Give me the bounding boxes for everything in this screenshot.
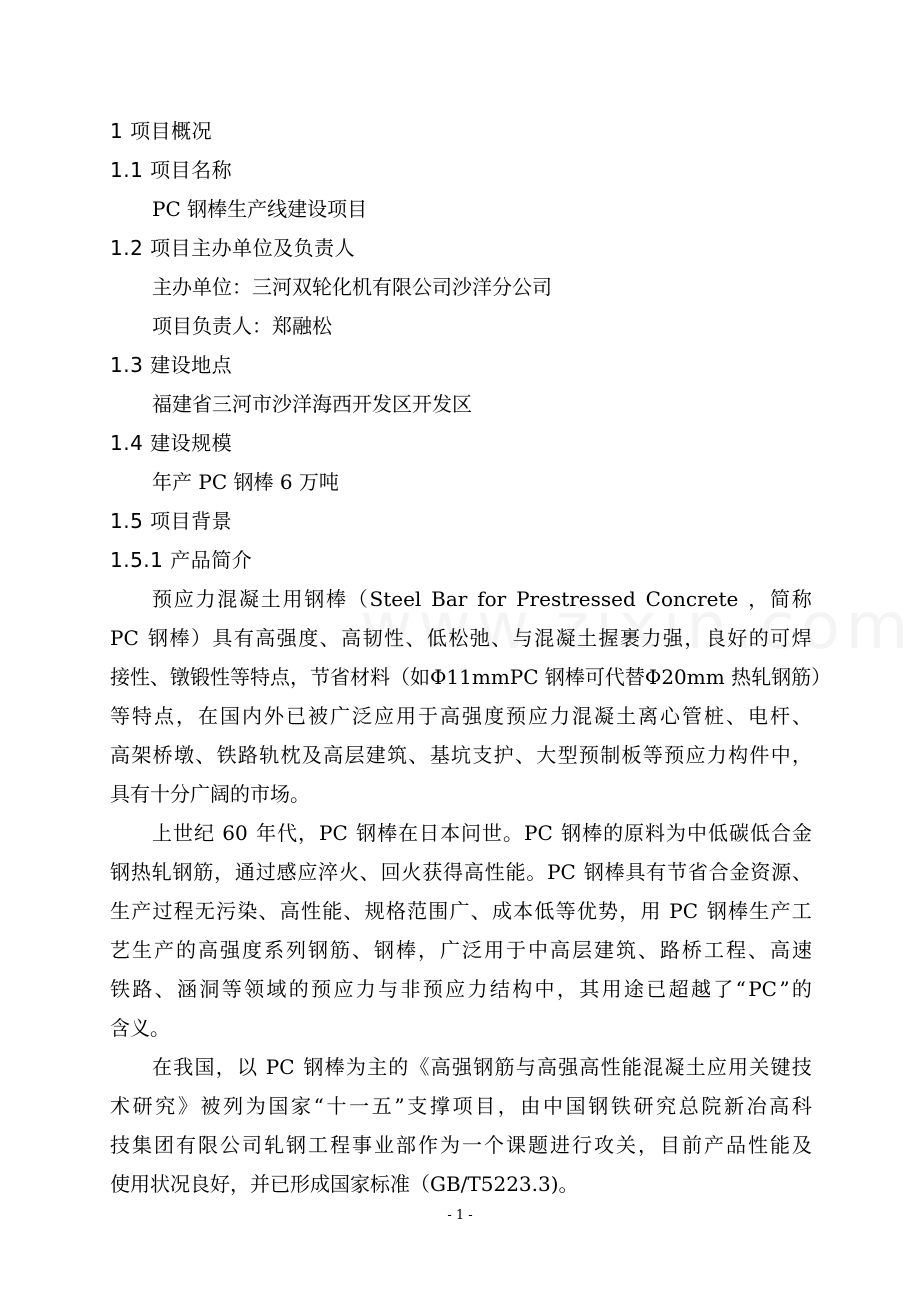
heading-1-1: 1.1 项目名称 [110, 158, 233, 182]
paragraph-line: 技 集 团 有 限 公 司 轧 钢 工 程 事 业 部 作 为 一 个 课 题 进 行 攻 关 ， 目 前 产 品 性 能 及 [110, 1133, 812, 1157]
heading-1-5-1: 1.5.1 产品简介 [110, 548, 253, 572]
paragraph-line: 等 特 点 ， 在 国 内 外 已 被 广 泛 应 用 于 高 强 度 预 应 力 混 凝 土 离 心 管 桩 、 电 杆 、 [110, 704, 812, 728]
paragraph-line: 生 产 过 程 无 污 染 、 高 性 能 、 规 格 范 围 广 、 成 本 低 等 优 势 ， 用 PC 钢 棒 生 产 工 [110, 899, 812, 923]
paragraph-product-intro [110, 580, 832, 814]
paragraph-line: 术 研 究 》 被 列 为 国 家 “ 十 一 五 ” 支 撑 项 目 ， 由 中 国 钢 铁 研 究 总 院 新 冶 高 科 [110, 1094, 812, 1118]
paragraph-history [110, 814, 812, 1048]
paragraph-line: 具有十分广阔的市场。 [110, 782, 310, 806]
page-number: - 1 - [447, 1208, 473, 1223]
paragraph-line: 艺 生 产 的 高 强 度 系 列 钢 筋 、 钢 棒 ， 广 泛 用 于 中 高 层 建 筑 、 路 桥 工 程 、 高 速 [110, 938, 812, 962]
heading-1-4: 1.4 建设规模 [110, 431, 233, 455]
heading-1-3: 1.3 建设地点 [110, 353, 233, 377]
paragraph-line: 使用状况良好，并已形成国家标准（GB/T5223.3)。 [110, 1172, 579, 1196]
paragraph-line: 钢 热 轧 钢 筋 ， 通 过 感 应 淬 火 、 回 火 获 得 高 性 能 。 PC 钢 棒 具 有 节 省 合 金 资 源 、 [110, 860, 812, 884]
paragraph-line: 在 我 国 ， 以 PC 钢 棒 为 主 的 《 高 强 钢 筋 与 高 强 高 性 能 混 凝 土 应 用 关 键 技 [152, 1055, 812, 1079]
paragraph-line: 高 架 桥 墩 、 铁 路 轨 枕 及 高 层 建 筑 、 基 坑 支 护 、 大 型 预 制 板 等 预 应 力 构 件 中 ， [110, 743, 812, 767]
paragraph-line: 接 性 、 镦 锻 性 等 特 点 ， 节 省 材 料 （ 如 Φ 11mmPC 钢 棒 可 代 替 Φ 20mm 热 轧 钢 筋 ） [110, 665, 832, 689]
document-body [110, 112, 832, 1204]
paragraph-line: 预 应 力 混 凝 土 用 钢 棒 （ Steel Bar for Prestressed Concrete ， 简 称 [152, 587, 812, 611]
paragraph-line: 含义。 [110, 1016, 170, 1040]
construction-location: 福建省三河市沙洋海西开发区开发区 [152, 392, 472, 416]
construction-scale: 年产 PC 钢棒 6 万吨 [152, 470, 339, 494]
heading-1-2: 1.2 项目主办单位及负责人 [110, 236, 356, 260]
paragraph-line: PC 钢 棒 ） 具 有 高 强 度 、 高 韧 性 、 低 松 弛 、 与 混 凝 土 握 裹 力 强 ， 良 好 的 可 焊 [110, 626, 812, 650]
project-name: PC 钢棒生产线建设项目 [152, 197, 368, 221]
heading-1-5: 1.5 项目背景 [110, 509, 233, 533]
paragraph-line: 上 世 纪 60 年 代 ， PC 钢 棒 在 日 本 问 世 。 PC 钢 棒 的 原 料 为 中 低 碳 低 合 金 [152, 821, 812, 845]
sponsor-unit: 主办单位：三河双轮化机有限公司沙洋分公司 [152, 275, 552, 299]
heading-1: 1 项目概况 [110, 119, 213, 143]
paragraph-line: 铁 路 、 涵 洞 等 领 域 的 预 应 力 与 非 预 应 力 结 构 中 ， 其 用 途 已 超 越 了 “ PC ” 的 [110, 977, 812, 1001]
project-leader: 项目负责人：郑融松 [152, 314, 332, 338]
paragraph-china-status [110, 1048, 812, 1204]
